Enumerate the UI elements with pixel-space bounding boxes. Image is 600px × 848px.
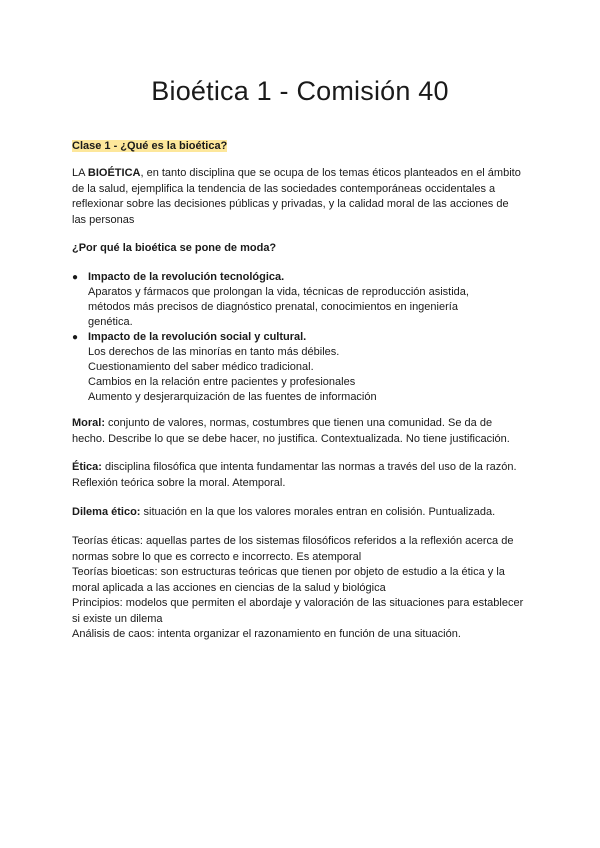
dilema-line bbox=[72, 505, 522, 521]
list-item bbox=[72, 330, 518, 405]
teorias-line: Teorías bioeticas: son estructuras teóricas que tienen por objeto de estudio a la ética y la bbox=[72, 566, 505, 578]
question-text: ¿Por qué la bioética se pone de moda? bbox=[72, 242, 277, 254]
intro-line bbox=[72, 166, 522, 182]
teorias-line: si existe un dilema bbox=[72, 612, 163, 625]
intro-paragraph bbox=[72, 166, 522, 228]
teorias-paragraph bbox=[72, 534, 522, 643]
intro-pre: LA bbox=[72, 167, 88, 179]
teorias-line: Teorías éticas: aquellas partes de los sistemas filosóficos referidos a la reflexión acerca de bbox=[72, 535, 514, 547]
teorias-line: moral aplicada a las acciones en ciencias de la salud y biológica bbox=[72, 581, 386, 594]
etica-term: Ética: bbox=[72, 461, 102, 473]
bullet-heading: Impacto de la revolución social y cultural. bbox=[88, 331, 307, 343]
etica-line: Reflexión teórica sobre la moral. Atemporal. bbox=[72, 476, 286, 489]
dilema-definition bbox=[72, 505, 522, 521]
moral-term: Moral: bbox=[72, 417, 105, 429]
dilema-text: situación en la que los valores morales entran en colisión. Puntualizada. bbox=[140, 506, 496, 518]
moral-definition bbox=[72, 416, 522, 447]
bioetica-term: BIOÉTICA bbox=[87, 167, 141, 179]
moral-line bbox=[72, 416, 522, 432]
moral-text: conjunto de valores, normas, costumbres que tienen una comunidad. Se da de bbox=[105, 417, 493, 429]
bullet-line: genética. bbox=[88, 316, 133, 328]
list-item bbox=[72, 270, 518, 330]
bullet-line: Cuestionamiento del saber médico tradicional. bbox=[88, 361, 314, 373]
intro-line: de la salud, ejemplifica la tendencia de las sociedades contemporáneas occidentales a bbox=[72, 182, 496, 195]
class-heading bbox=[72, 139, 522, 155]
bullet-line: Aparatos y fármacos que prolongan la vida, técnicas de reproducción asistida, bbox=[88, 286, 469, 298]
page-title: Bioética 1 - Comisión 40 bbox=[151, 76, 449, 106]
teorias-line: Principios: modelos que permiten el abordaje y valoración de las situaciones para establecer bbox=[72, 597, 524, 609]
intro-line: reflexionar sobre las decisiones públicas y privadas, y la calidad moral de las acciones de bbox=[72, 198, 509, 210]
bullet-heading: Impacto de la revolución tecnológica. bbox=[88, 271, 285, 283]
bullet-line: Aumento y desjerarquización de las fuentes de información bbox=[88, 391, 377, 403]
question-heading bbox=[72, 241, 522, 257]
intro-line: las personas bbox=[72, 213, 135, 226]
bullet-icon: ● bbox=[72, 272, 79, 283]
dilema-term: Dilema ético: bbox=[72, 506, 141, 518]
bullet-line: Los derechos de las minorías en tanto más débiles. bbox=[88, 346, 340, 358]
teorias-line: Análisis de caos: intenta organizar el razonamiento en función de una situación. bbox=[72, 628, 461, 640]
bullet-icon: ● bbox=[72, 332, 79, 343]
moral-line: hecho. Describe lo que se debe hacer, no justifica. Contextualizada. No tiene justificación. bbox=[72, 432, 510, 445]
bullet-line: Cambios en la relación entre pacientes y profesionales bbox=[88, 376, 356, 388]
teorias-line: normas sobre lo que es correcto e incorrecto. Es atemporal bbox=[72, 550, 362, 563]
etica-text: disciplina filosófica que intenta fundamentar las normas a través del uso de la razón. bbox=[101, 461, 517, 473]
etica-definition bbox=[72, 460, 522, 491]
bullet-line: métodos más precisos de diagnóstico prenatal, conocimientos en ingeniería bbox=[88, 301, 458, 313]
intro-text: , en tanto disciplina que se ocupa de los temas éticos planteados en el ámbito bbox=[140, 167, 521, 179]
highlighted-heading: Clase 1 - ¿Qué es la bioética? bbox=[72, 140, 228, 152]
etica-line bbox=[72, 460, 522, 476]
